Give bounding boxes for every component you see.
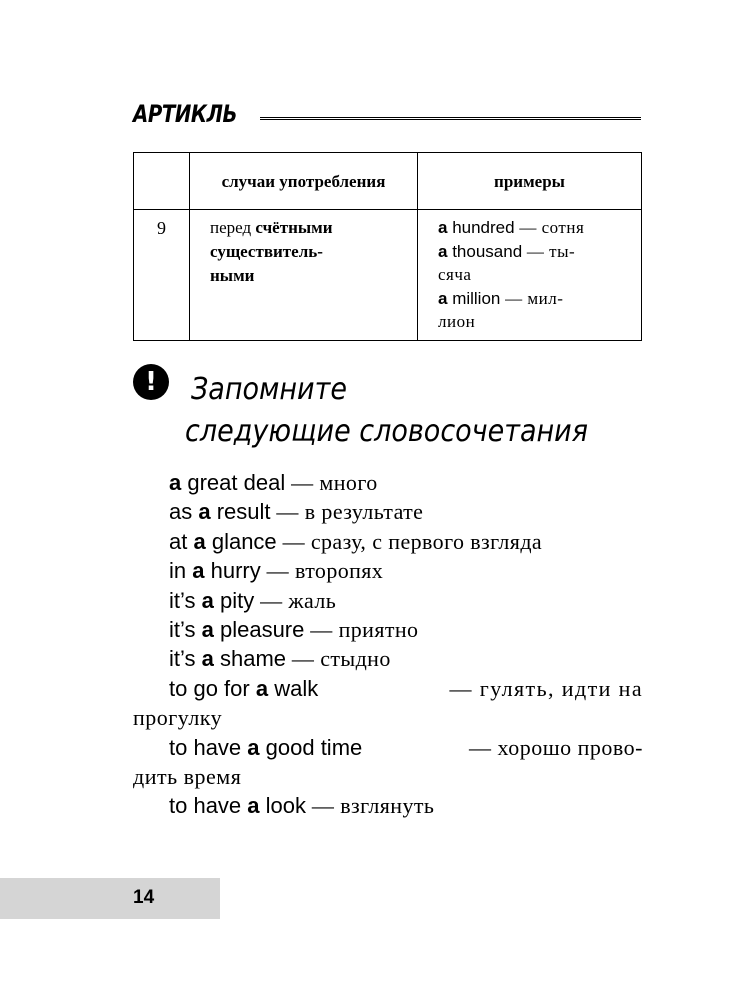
list-item: [133, 556, 643, 585]
section-title: АРТИКЛЬ: [133, 100, 238, 128]
phrase-translation: — взглянуть: [306, 793, 435, 819]
example-ru: — ты-: [522, 241, 576, 261]
usage-text: перед: [210, 218, 256, 237]
page-number-box: [0, 878, 220, 919]
usage-bold: ными: [210, 266, 255, 285]
article-table: [133, 152, 642, 341]
phrase-translation: — гулять, идти на: [449, 675, 643, 701]
phrase-pre: it’s: [169, 617, 202, 643]
header-examples: примеры: [418, 153, 642, 210]
exclamation-circle-icon: !: [133, 364, 169, 400]
remember-subtitle: следующие словосочетания: [185, 414, 588, 449]
article-word: a: [247, 793, 260, 819]
list-item-continuation: прогулку: [133, 705, 223, 731]
article-word: a: [192, 558, 205, 584]
article-word: a: [169, 470, 182, 495]
list-item: [133, 644, 643, 673]
phrase-post: great deal: [181, 470, 286, 495]
list-item: [133, 586, 643, 615]
list-item: [133, 497, 643, 526]
row-number: 9: [134, 210, 190, 341]
phrase-pre: at: [169, 528, 194, 554]
phrase-pre: in: [169, 558, 193, 584]
usage-bold: счётными: [255, 218, 333, 237]
list-item: [133, 468, 643, 497]
phrase-post: hurry: [204, 558, 261, 584]
list-item-continuation: дить время: [133, 764, 242, 790]
article-word: a: [255, 675, 269, 701]
phrase-list: [133, 468, 643, 821]
phrase-translation: — хорошо прово-: [469, 734, 643, 760]
example-ru: — сотня: [514, 218, 585, 237]
usage-bold: существитель-: [210, 242, 323, 261]
article-word: a: [193, 528, 206, 554]
page-number: 14: [133, 887, 155, 908]
example-en: thousand: [447, 241, 523, 261]
article-word: a: [201, 587, 214, 613]
phrase-pre: to go for: [169, 675, 256, 701]
list-item: [133, 615, 643, 644]
header-rule: [260, 117, 641, 120]
header-num: [134, 153, 190, 210]
phrase-post: walk: [268, 675, 319, 701]
list-item: [133, 791, 643, 820]
row-examples: [418, 210, 642, 341]
phrase-pre: it’s: [169, 587, 202, 613]
table-row: [134, 210, 642, 341]
phrase-pre: to have: [169, 734, 248, 760]
example-line: [438, 216, 639, 240]
phrase-post: look: [259, 793, 307, 819]
list-item: [133, 527, 643, 556]
phrase-translation: — приятно: [304, 617, 419, 643]
example-en: hundred: [447, 218, 515, 237]
phrase-translation: — жаль: [254, 587, 337, 613]
article-word: a: [201, 646, 214, 672]
article-word: a: [438, 241, 448, 261]
phrase-translation: — в результате: [270, 499, 424, 525]
row-usage: [190, 210, 418, 341]
example-cont: лион: [438, 312, 476, 331]
phrase-translation: — стыдно: [286, 646, 391, 672]
article-word: a: [247, 734, 260, 760]
list-item: [133, 674, 643, 703]
remember-heading: [133, 360, 653, 460]
phrase-translation: — второпях: [260, 558, 384, 584]
section-header: [133, 96, 641, 136]
article-word: a: [438, 218, 448, 237]
list-item: [133, 733, 643, 762]
article-word: a: [198, 499, 211, 525]
phrase-post: glance: [205, 528, 277, 554]
example-line: [438, 240, 639, 264]
example-line: [438, 287, 639, 311]
phrase-translation: — сразу, с первого взгляда: [276, 528, 543, 554]
phrase-translation: — много: [285, 470, 378, 495]
phrase-pre: it’s: [169, 646, 202, 672]
phrase-post: pity: [213, 587, 255, 613]
remember-title: Запомните: [191, 372, 347, 407]
phrase-post: result: [210, 499, 271, 525]
example-en: million: [447, 288, 501, 308]
header-usage: случаи употребления: [190, 153, 418, 210]
article-word: a: [201, 617, 214, 643]
phrase-post: shame: [213, 646, 287, 672]
phrase-post: pleasure: [213, 617, 305, 643]
example-cont: сяча: [438, 265, 472, 284]
table-header-row: [134, 153, 642, 210]
phrase-pre: as: [169, 499, 199, 525]
article-word: a: [438, 288, 448, 308]
example-ru: — мил-: [500, 288, 564, 308]
phrase-pre: to have: [169, 793, 248, 819]
phrase-post: good time: [259, 734, 363, 760]
